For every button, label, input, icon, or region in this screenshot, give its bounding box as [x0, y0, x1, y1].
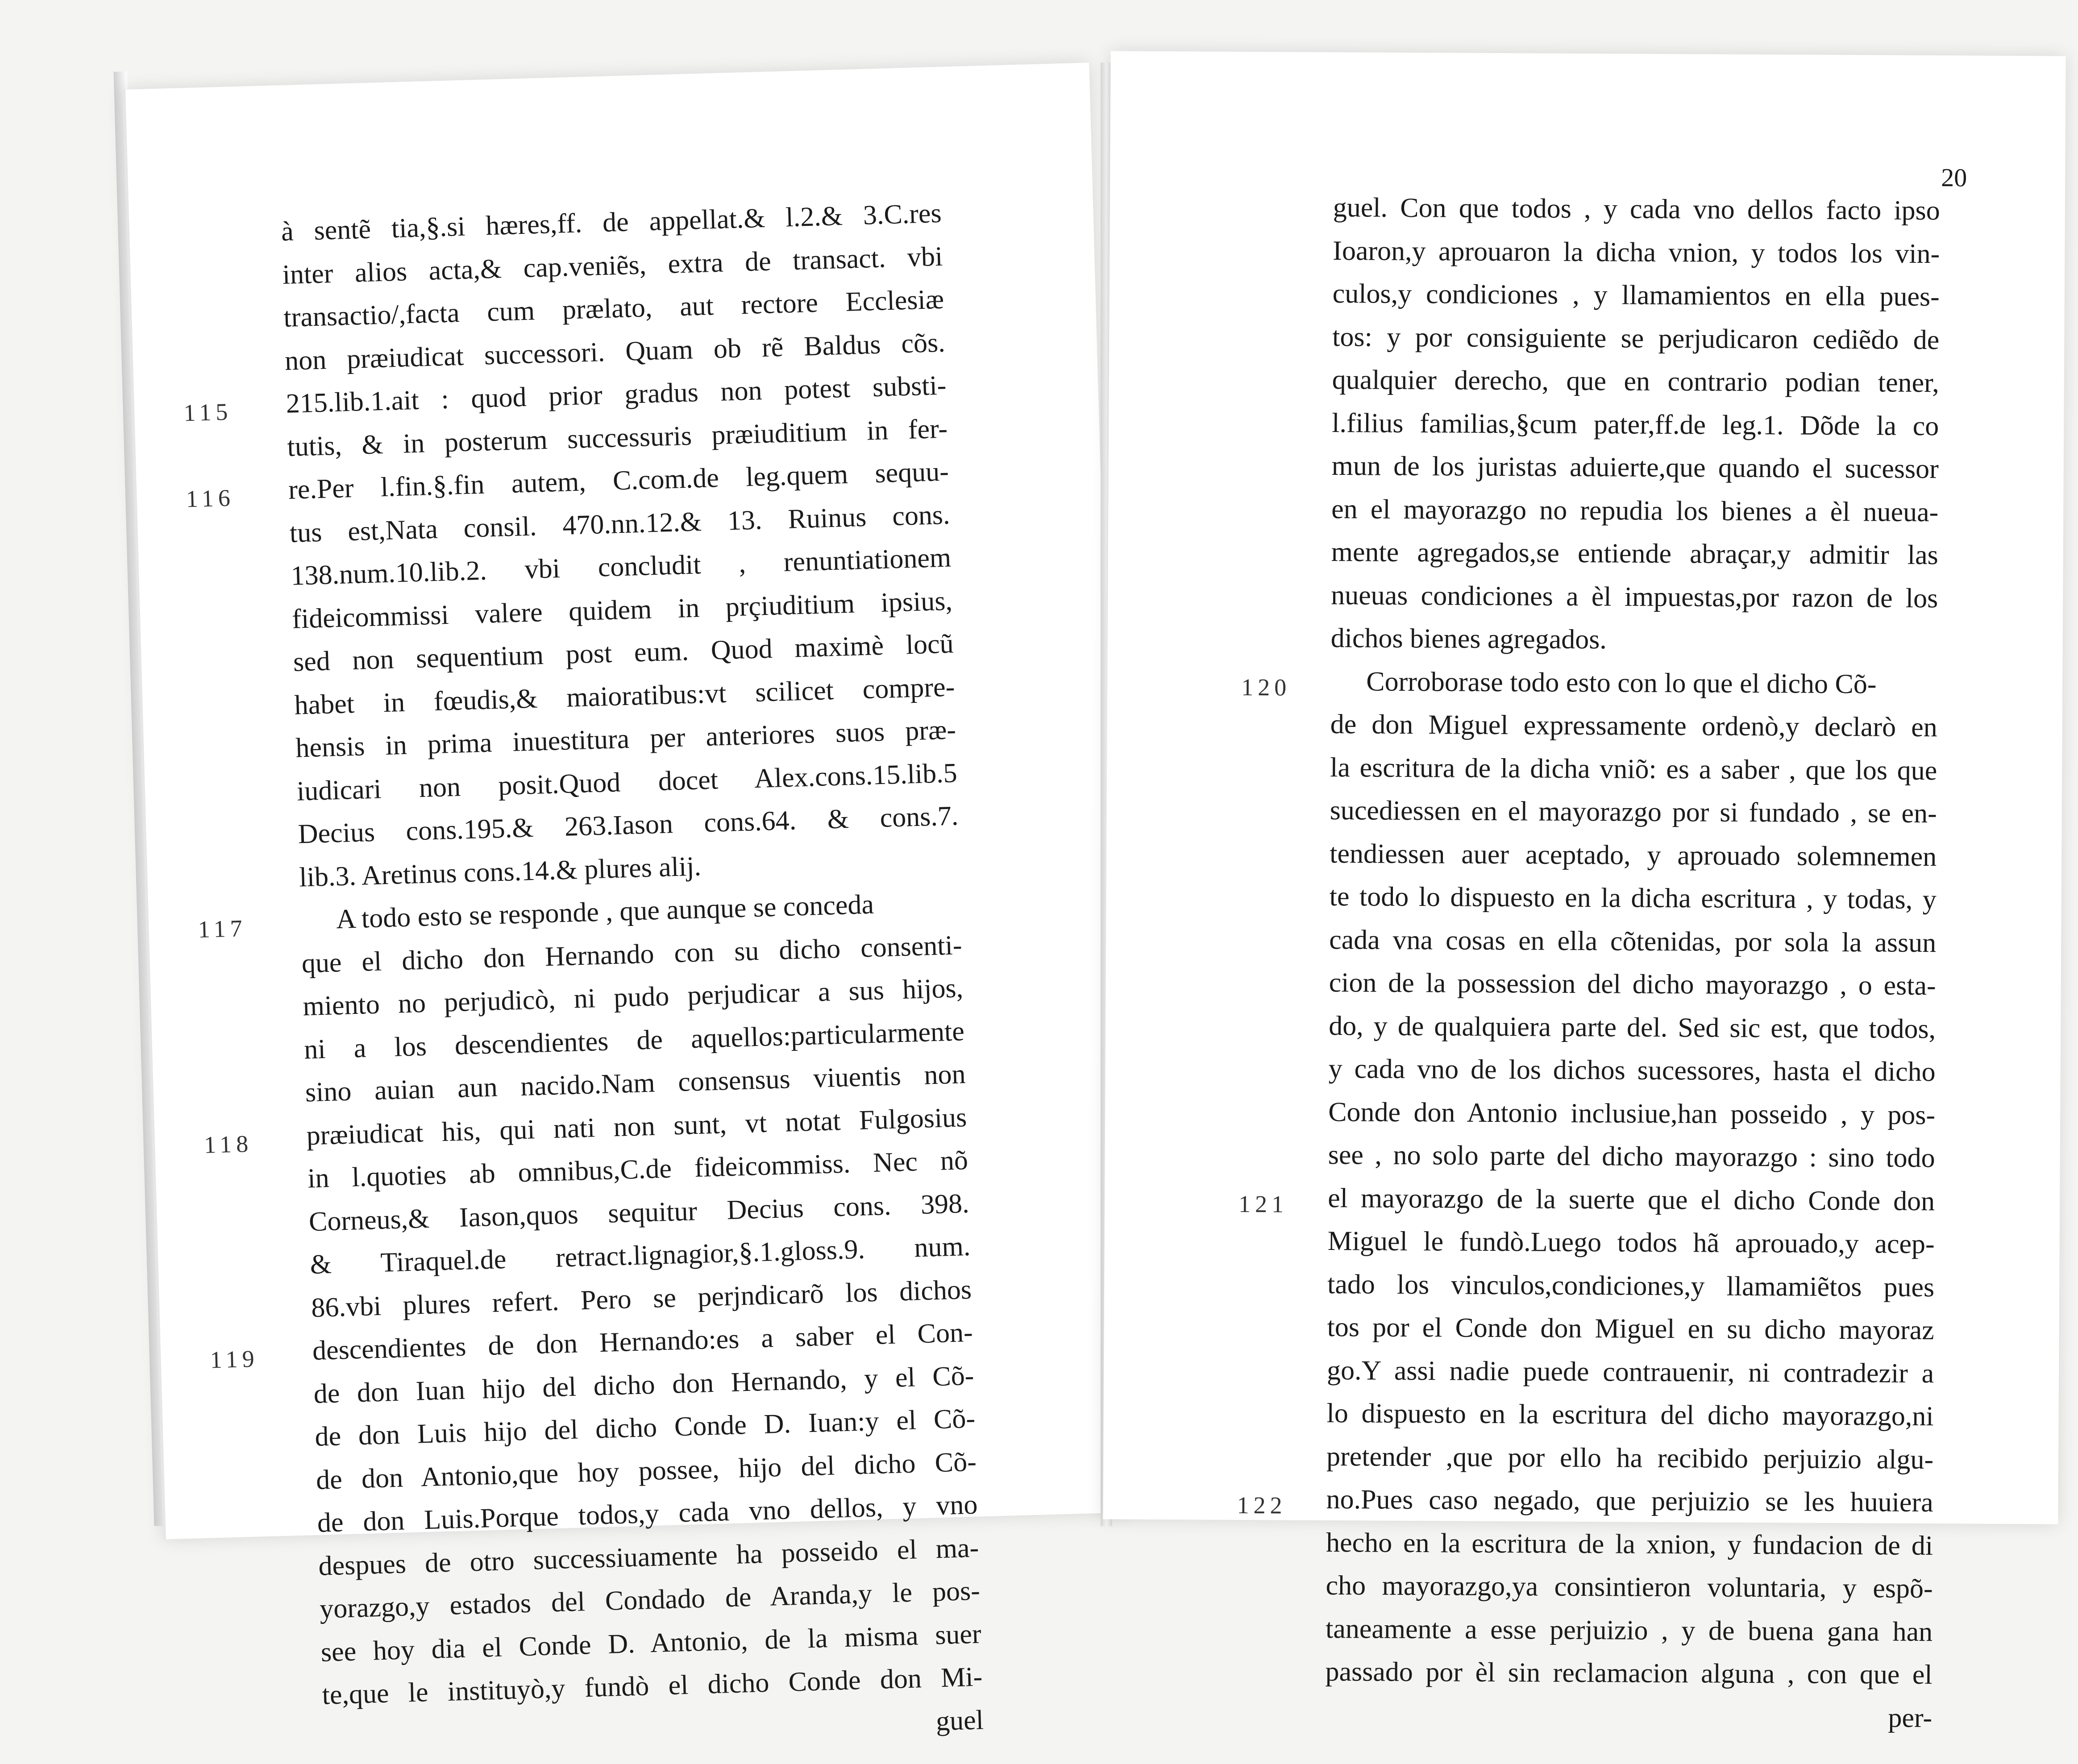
text-line: y cada vno de los dichos sucessores, hasta el dicho: [1328, 1054, 1936, 1087]
right-text-block: [1237, 186, 1940, 1739]
text-line: culos,y condiciones , y llamamientos en ella pues-: [1332, 278, 1940, 312]
text-line: cada vna cosas en ella cõtenidas, por sola la assun: [1329, 924, 1937, 958]
text-line: hecho en la escritura de la xnion, y fundacion de di: [1326, 1527, 1933, 1561]
text-line: lo dispuesto en la escritura del dicho mayorazgo,ni: [1326, 1398, 1934, 1432]
text-line: Corroborase todo esto con lo que el dicho Cõ-: [1366, 666, 1877, 699]
text-line: la escritura de la dicha vniõ: es a saber , que los que: [1330, 752, 1937, 786]
text-line: inter alios acta,& cap.veniẽs, extra de transact. vbi: [282, 241, 943, 290]
text-line: lib.3. Aretinus cons.14.& plures alij.: [299, 851, 702, 893]
left-page: [123, 62, 1130, 1736]
text-line: fideicommissi valere quidem in prçiuditium ipsius,: [291, 585, 953, 635]
text-line: te todo lo dispuesto en la dicha escritura , y todas, y: [1329, 881, 1937, 915]
text-line: in l.quoties ab omnibus,C.de fideicommiss. Nec nõ: [307, 1145, 968, 1194]
text-line: A todo esto se responde , que aunque se conceda: [336, 889, 874, 935]
text-line: miento no perjudicò, ni pudo perjudicar a sus hijos,: [302, 973, 964, 1022]
margin-number: 118: [204, 1130, 253, 1158]
text-line: despues de otro successiuamente ha posseido el ma-: [318, 1532, 979, 1581]
text-line: 138.num.10.lib.2. vbi concludit , renuntiationem: [290, 542, 952, 591]
margin-number: 115: [183, 398, 233, 427]
text-line: see , no solo parte del dicho mayorazgo : sino todo: [1328, 1140, 1935, 1174]
text-line: tutis, & in posterum successuris præiuditium in fer-: [287, 413, 948, 462]
text-line: tado los vinculos,condiciones,y llamamiẽtos pues: [1327, 1269, 1935, 1303]
text-line: mun de los juristas aduierte,que quando el sucessor: [1331, 451, 1939, 485]
text-line: yorazgo,y estados del Condado de Aranda,y le pos-: [319, 1575, 981, 1624]
text-line: see hoy dia el Conde D. Antonio, de la misma suer: [320, 1619, 982, 1668]
text-line: iudicari non posit.Quod docet Alex.cons.15.lib.5: [296, 757, 958, 807]
text-line: Ioaron,y aprouaron la dicha vnion, y todos los vin-: [1333, 235, 1940, 269]
text-line: cho mayorazgo,ya consintieron voluntaria, y espõ-: [1326, 1570, 1933, 1604]
text-line: Miguel le fundò.Luego todos hã aprouado,y acep-: [1327, 1226, 1935, 1260]
text-line: transactio/,facta cum prælato, aut rectore Ecclesiæ: [283, 284, 944, 333]
folio-number: 20: [1941, 163, 1967, 192]
margin-number: 122: [1237, 1491, 1287, 1519]
text-line: do, y de qualquiera parte del. Sed sic est, que todos,: [1329, 1010, 1936, 1044]
text-line: tus est,Nata consil. 470.nn.12.& 13. Ruinus cons.: [289, 499, 951, 548]
text-line: que el dicho don Hernando con su dicho consenti-: [301, 930, 963, 979]
catchword: per-: [1888, 1702, 1933, 1733]
text-line: habet in fœudis,& maioratibus:vt scilicet compre-: [294, 671, 956, 721]
text-line: Corneus,& Iason,quos sequitur Decius cons. 398.: [308, 1188, 970, 1237]
right-page: [1103, 51, 2066, 1733]
margin-number: 119: [209, 1345, 259, 1374]
text-line: en el mayorazgo no repudia los bienes a èl nueua-: [1331, 494, 1939, 527]
margin-number: 121: [1238, 1190, 1288, 1218]
text-line: re.Per l.fin.§.fin autem, C.com.de leg.quem sequu-: [288, 456, 949, 505]
text-line: el mayorazgo de la suerte que el dicho Conde don: [1327, 1183, 1935, 1216]
text-line: de don Miguel expressamente ordenò,y declarò en: [1330, 709, 1937, 743]
text-line: nueuas condiciones a èl impuestas,por razon de los: [1331, 580, 1938, 614]
text-line: l.filius familias,§cum pater,ff.de leg.1. Dõde la co: [1332, 407, 1939, 441]
text-line: qualquier derecho, que en contrario podian tener,: [1332, 365, 1939, 398]
text-line: Decius cons.195.& 263.Iason cons.64. & cons.7.: [297, 801, 959, 850]
margin-number: 117: [197, 914, 247, 943]
text-line: go.Y assi nadie puede contrauenir, ni contradezir a: [1326, 1355, 1934, 1389]
text-line: mente agregados,se entiende abraçar,y admitir las: [1331, 537, 1938, 571]
text-line: guel. Con que todos , y cada vno dellos facto ipso: [1333, 192, 1940, 226]
text-line: à sentẽ tia,§.si hæres,ff. de appellat.& l.2.& 3.C.res: [281, 198, 942, 247]
text-line: præiudicat his, qui nati non sunt, vt notat Fulgosius: [306, 1102, 968, 1151]
text-line: taneamente a esse perjuizio , y de buena gana han: [1325, 1613, 1933, 1647]
left-text-block: [183, 192, 984, 1760]
text-line: 215.lib.1.ait : quod prior gradus non potest substi-: [285, 370, 947, 419]
text-line: tos: y por consiguiente se perjudicaron cediẽdo de: [1332, 321, 1940, 355]
text-line: sed non sequentium post eum. Quod maximè locũ: [293, 628, 954, 677]
text-line: no.Pues caso negado, que perjuizio se les huuiera: [1326, 1484, 1933, 1518]
margin-number: 116: [185, 484, 235, 513]
text-line: passado por èl sin reclamacion alguna , con que el: [1325, 1656, 1933, 1690]
text-line: de don Luis hijo del dicho Conde D. Iuan:y el Cõ-: [314, 1403, 976, 1453]
text-line: Conde don Antonio inclusiue,han posseido , y pos-: [1328, 1096, 1936, 1130]
text-line: cion de la possession del dicho mayorazgo , o esta-: [1329, 967, 1936, 1001]
text-line: ni a los descendientes de aquellos:particularmente: [303, 1016, 965, 1065]
text-line: 86.vbi plures refert. Pero se perjndicarõ los dichos: [311, 1274, 972, 1323]
text-line: tos por el Conde don Miguel en su dicho mayoraz: [1327, 1312, 1934, 1346]
catchword: guel: [935, 1704, 984, 1736]
text-line: & Tiraquel.de retract.lignagior,§.1.gloss.9. num.: [309, 1231, 971, 1280]
text-line: non præiudicat successori. Quam ob rẽ Baldus cõs.: [284, 327, 946, 376]
text-line: pretender ,que por ello ha recibido perjuizio algu-: [1326, 1441, 1934, 1475]
text-line: de don Antonio,que hoy possee, hijo del dicho Cõ-: [316, 1446, 977, 1495]
text-line: hensis in prima inuestitura per anteriores suos præ-: [295, 714, 956, 764]
text-line: te,que le instituyò,y fundò el dicho Conde don Mi-: [321, 1661, 983, 1710]
text-line: descendientes de don Hernando:es a saber el Con-: [312, 1317, 973, 1366]
text-line: tendiessen auer aceptado, y aprouado solemnemen: [1330, 838, 1937, 872]
margin-number: 120: [1241, 673, 1291, 701]
text-line: sino auian aun nacido.Nam consensus viuentis non: [305, 1059, 966, 1108]
text-line: sucediessen en el mayorazgo por si fundado , se en-: [1330, 795, 1937, 829]
text-line: de don Iuan hijo del dicho don Hernando, y el Cõ-: [313, 1360, 975, 1409]
text-line: dichos bienes agregados.: [1330, 623, 1607, 655]
text-line: de don Luis.Porque todos,y cada vno dellos, y vno: [316, 1489, 978, 1538]
